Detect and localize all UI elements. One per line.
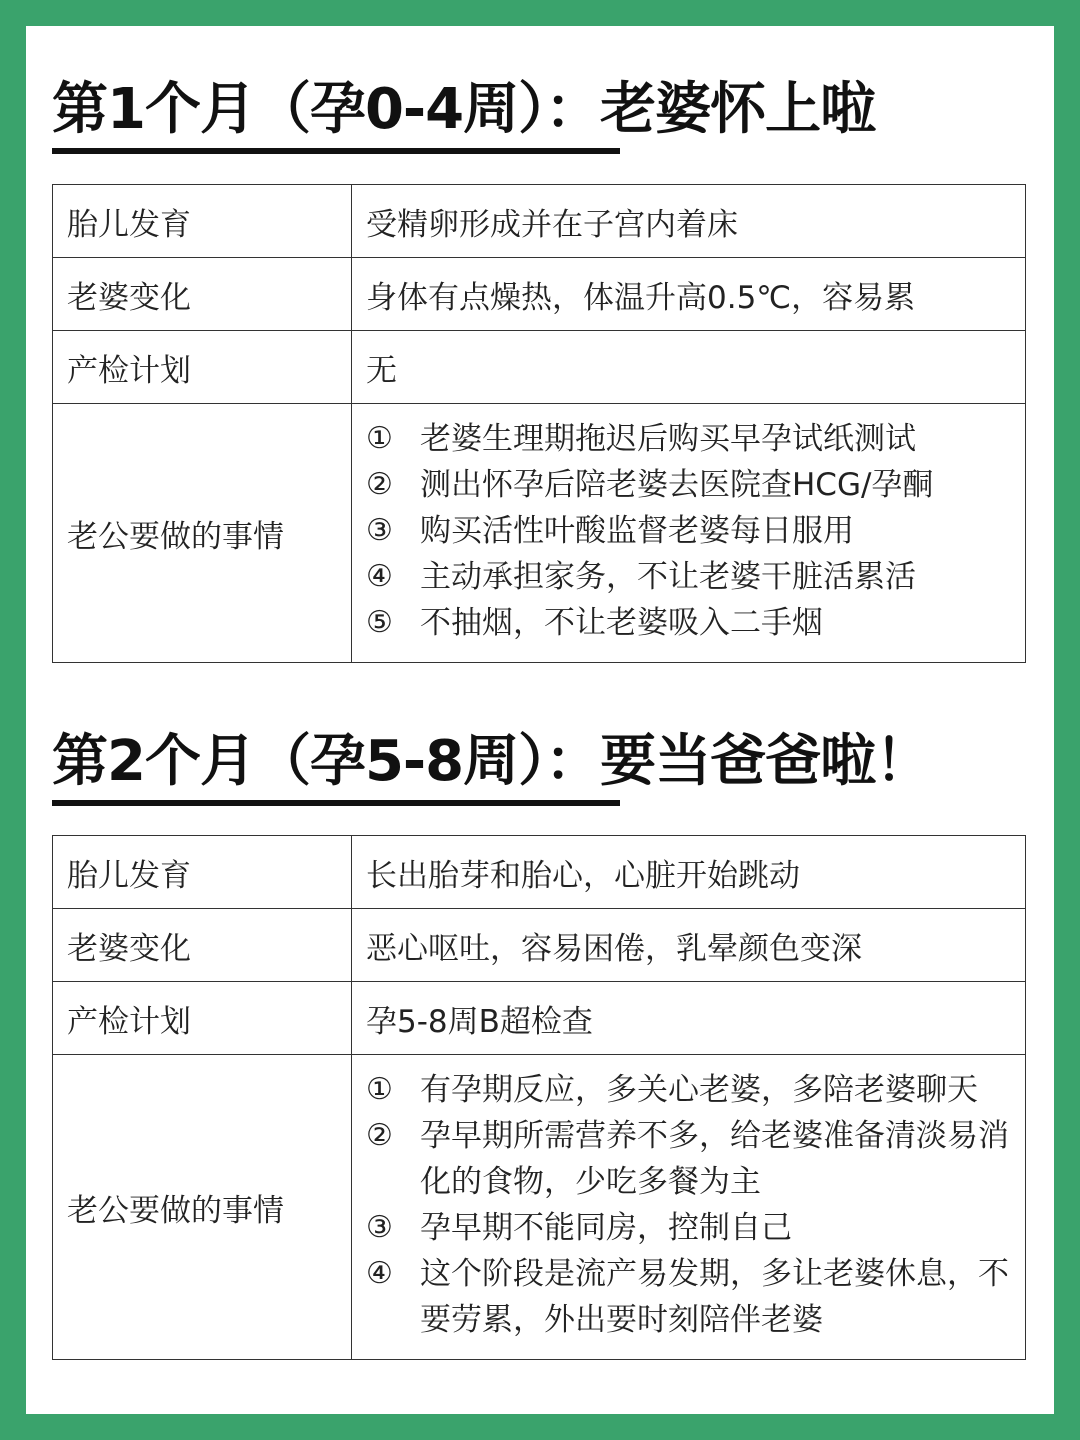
todo-cell (352, 1055, 1026, 1360)
table-row (53, 404, 1026, 663)
item-number: ③ (366, 513, 393, 548)
table-row (53, 982, 1026, 1055)
table-row (53, 909, 1026, 982)
list-item (366, 1113, 1011, 1205)
list-item (366, 1205, 1011, 1251)
item-number: ① (366, 421, 393, 456)
todo-list (366, 1055, 1011, 1359)
list-item (366, 554, 1011, 600)
table-row (53, 258, 1026, 331)
section-2-underline (52, 800, 620, 806)
row-label: 老婆变化 (53, 258, 352, 331)
table-row (53, 185, 1026, 258)
row-label: 产检计划 (53, 331, 352, 404)
content-card (26, 26, 1054, 1414)
list-item (366, 416, 1011, 462)
section-1-table (52, 184, 1026, 663)
row-value: 身体有点燥热，体温升高0.5℃，容易累 (352, 258, 1026, 331)
row-label: 老公要做的事情 (53, 404, 352, 663)
item-text: 不抽烟，不让老婆吸入二手烟 (420, 605, 823, 641)
table-row (53, 331, 1026, 404)
row-value: 孕5-8周B超检查 (352, 982, 1026, 1055)
row-label: 产检计划 (53, 982, 352, 1055)
item-number: ② (366, 467, 393, 502)
todo-cell (352, 404, 1026, 663)
item-text: 孕早期不能同房，控制自己 (420, 1210, 792, 1246)
item-text: 测出怀孕后陪老婆去医院查HCG/孕酮 (420, 467, 934, 503)
list-item (366, 600, 1011, 646)
list-item (366, 1251, 1011, 1343)
row-label: 老公要做的事情 (53, 1055, 352, 1360)
list-item (366, 1067, 1011, 1113)
item-text: 老婆生理期拖迟后购买早孕试纸测试 (420, 421, 916, 457)
table-row (53, 836, 1026, 909)
todo-list (366, 404, 1011, 662)
row-label: 老婆变化 (53, 909, 352, 982)
item-number: ② (366, 1118, 393, 1153)
item-number: ① (366, 1072, 393, 1107)
list-item (366, 462, 1011, 508)
section-2-title: 第2个月（孕5-8周）：要当爸爸啦！ (52, 729, 931, 794)
table-row (53, 1055, 1026, 1360)
list-item (366, 508, 1011, 554)
section-1-title: 第1个月（孕0-4周）：老婆怀上啦 (52, 77, 876, 142)
section-2-table (52, 835, 1026, 1360)
item-number: ③ (366, 1210, 393, 1245)
item-text: 主动承担家务，不让老婆干脏活累活 (420, 559, 916, 595)
row-value: 恶心呕吐，容易困倦，乳晕颜色变深 (352, 909, 1026, 982)
row-label: 胎儿发育 (53, 836, 352, 909)
item-text: 购买活性叶酸监督老婆每日服用 (420, 513, 854, 549)
item-text: 这个阶段是流产易发期，多让老婆休息，不要劳累，外出要时刻陪伴老婆 (420, 1256, 1009, 1338)
row-value: 无 (352, 331, 1026, 404)
item-number: ④ (366, 1256, 393, 1291)
section-1-underline (52, 148, 620, 154)
item-text: 孕早期所需营养不多，给老婆准备清淡易消化的食物，少吃多餐为主 (420, 1118, 1009, 1200)
item-text: 有孕期反应，多关心老婆，多陪老婆聊天 (420, 1072, 978, 1108)
row-value: 受精卵形成并在子宫内着床 (352, 185, 1026, 258)
row-value: 长出胎芽和胎心，心脏开始跳动 (352, 836, 1026, 909)
item-number: ④ (366, 559, 393, 594)
item-number: ⑤ (366, 605, 393, 640)
row-label: 胎儿发育 (53, 185, 352, 258)
